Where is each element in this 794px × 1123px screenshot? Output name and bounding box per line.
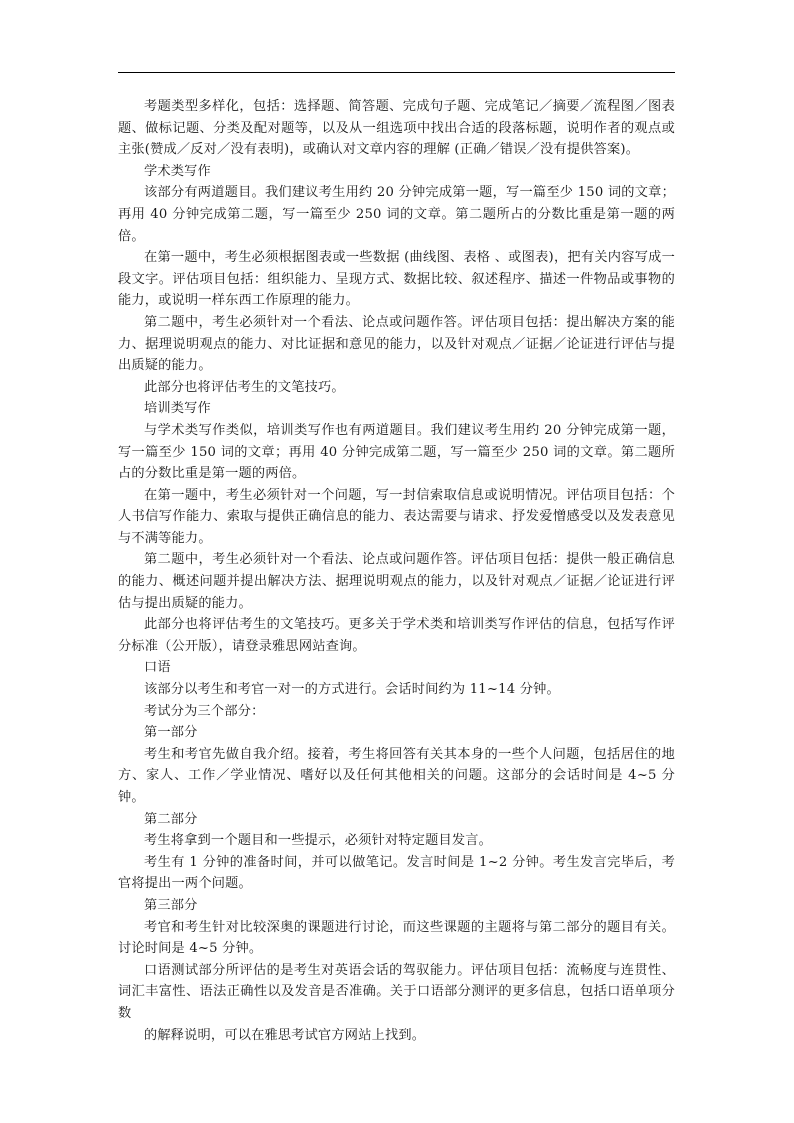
paragraph-speaking-more-info: 的解释说明，可以在雅思考试官方网站上找到。 [144, 1027, 426, 1043]
paragraph-academic-style: 此部分也将评估考生的文笔技巧。 [144, 379, 345, 395]
paragraph-general-style: 此部分也将评估考生的文笔技巧。更多关于学术类和培训类写作评估的信息，包括写作评分标准（公开版），请登录雅思网站查询。 [118, 617, 675, 654]
paragraph-academic-task2: 第二题中，考生必须针对一个看法、论点或问题作答。评估项目包括：提出解决方案的能力、据理说明观点的能力、对比证据和意见的能力，以及针对观点／证据／论证进行评估与提出质疑的能力。 [118, 314, 675, 374]
paragraph-general-task2: 第二题中，考生必须针对一个看法、论点或问题作答。评估项目包括：提供一般正确信息的能力、概述问题并提出解决方法、据理说明观点的能力，以及针对观点／证据／论证进行评估与提出质疑的能力。 [118, 552, 675, 611]
heading-part-three: 第三部分 [144, 897, 198, 913]
paragraph-part-two-time: 考生有 1 分钟的准备时间，并可以做笔记。发言时间是 1~2 分钟。考生发言完毕后，考官将提出一两个问题。 [118, 854, 675, 892]
paragraph-question-types: 考题类型多样化，包括：选择题、简答题、完成句子题、完成笔记／摘要／流程图／图表题、做标记题、分类及配对题等，以及从一组选项中找出合适的段落标题，说明作者的观点或主张(赞成／反对／没有表明)，或确认对文章内容的理解 (正确／错误／没有提供答案)。 [118, 99, 675, 158]
paragraph-academic-task1: 在第一题中，考生必须根据图表或一些数据 (曲线图、表格 、或图表)，把有关内容写成一段文字。评估项目包括：组织能力、呈现方式、数据比较、叙述程序、描述一件物品或事物的能力，或说明一样东西工作原理的能力。 [118, 250, 675, 309]
heading-general-writing: 培训类写作 [144, 401, 211, 417]
paragraph-speaking-overview: 该部分以考生和考官一对一的方式进行。会话时间约为 11~14 分钟。 [144, 682, 560, 698]
paragraph-part-three: 考官和考生针对比较深奥的课题进行讨论，而这些课题的主题将与第二部分的题目有关。讨论时间是 4~5 分钟。 [118, 919, 675, 957]
paragraph-part-two-topic: 考生将拿到一个题目和一些提示，必须针对特定题目发言。 [144, 833, 493, 849]
header-rule [118, 72, 675, 73]
paragraph-speaking-assessment: 口语测试部分所评估的是考生对英语会话的驾驭能力。评估项目包括：流畅度与连贯性、词汇丰富性、语法正确性以及发音是否准确。关于口语部分测评的更多信息，包括口语单项分数 [118, 962, 675, 1021]
paragraph-general-task1: 在第一题中，考生必须针对一个问题，写一封信索取信息或说明情况。评估项目包括：个人书信写作能力、索取与提供正确信息的能力、表达需要与请求、抒发爱憎感受以及发表意见与不满等能力。 [118, 487, 675, 546]
document-body [118, 96, 675, 1046]
heading-academic-writing: 学术类写作 [144, 163, 211, 179]
heading-speaking: 口语 [144, 660, 171, 676]
paragraph-general-overview: 与学术类写作类似，培训类写作也有两道题目。我们建议考生用约 20 分钟完成第一题，写一篇至少 150 词的文章；再用 40 分钟完成第二题，写一篇至少 250 词的文章。第二题所占的分数比重是第一题的两倍。 [118, 422, 675, 482]
heading-part-two: 第二部分 [144, 811, 198, 827]
heading-part-one: 第一部分 [144, 725, 198, 741]
paragraph-academic-overview: 该部分有两道题目。我们建议考生用约 20 分钟完成第一题，写一篇至少 150 词的文章；再用 40 分钟完成第二题，写一篇至少 250 词的文章。第二题所占的分数比重是第一题的两倍。 [118, 185, 675, 244]
paragraph-speaking-parts: 考试分为三个部分： [144, 703, 265, 719]
paragraph-part-one: 考生和考官先做自我介绍。接着，考生将回答有关其本身的一些个人问题，包括居住的地方、家人、工作／学业情况、嗜好以及任何其他相关的问题。这部分的会话时间是 4~5 分钟。 [118, 746, 675, 805]
